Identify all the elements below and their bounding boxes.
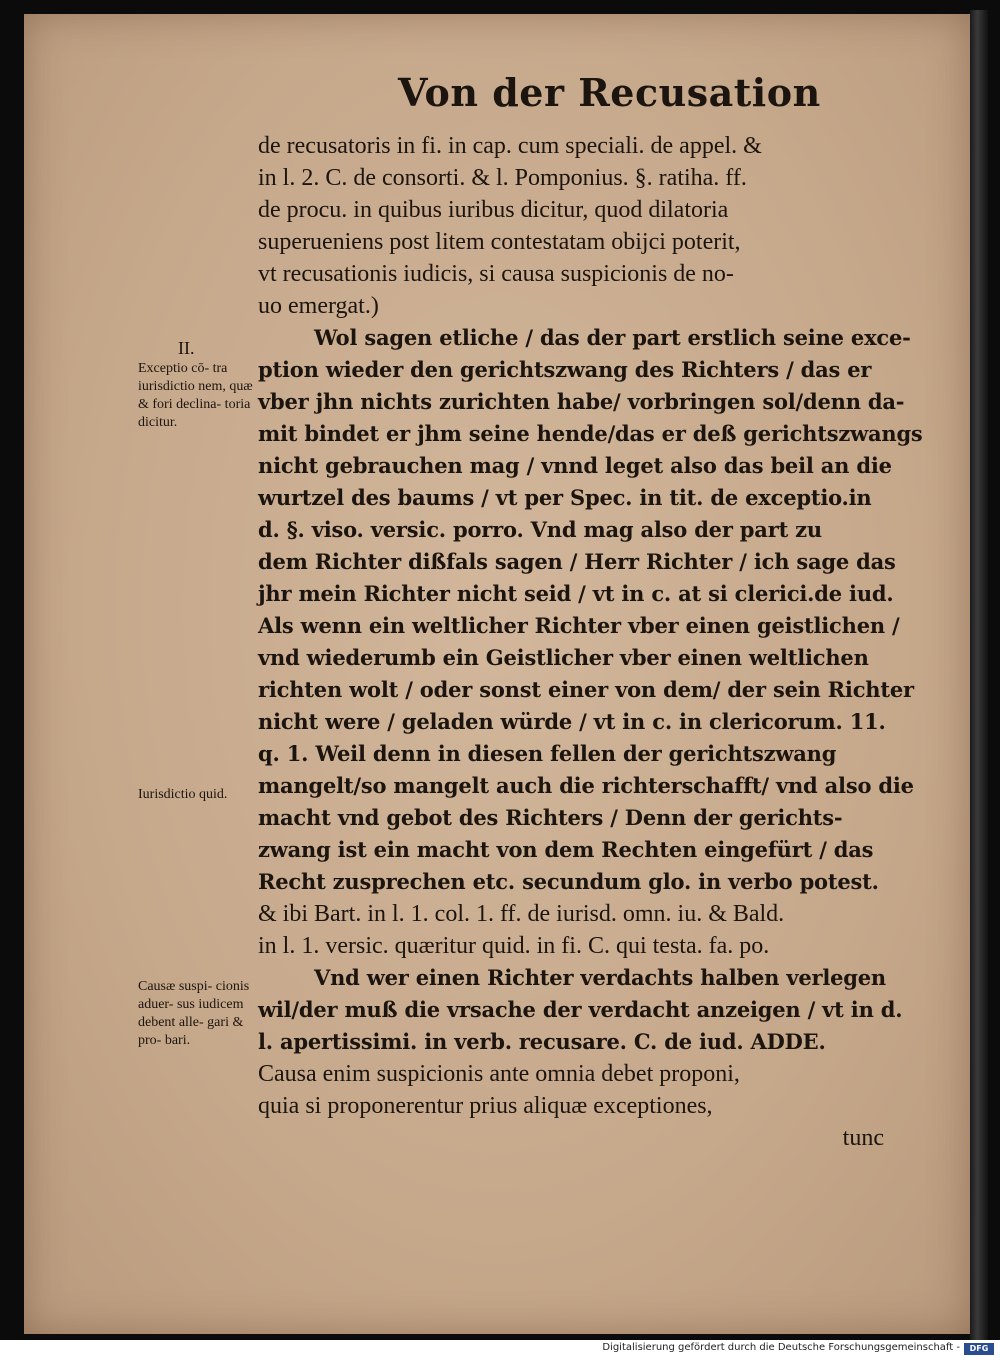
- text-line: vnd wiederumb ein Geistlicher vber einen weltlichen: [258, 645, 869, 670]
- book-edge: [970, 10, 988, 1340]
- text-line: q. 1. Weil denn in diesen fellen der gerichtszwang: [258, 741, 837, 766]
- catchword: tunc: [842, 1125, 884, 1151]
- text-line: de procu. in quibus iuribus dicitur, quod dilatoria: [258, 197, 729, 223]
- text-line: l. apertissimi. in verb. recusare. C. de iud. ADDE.: [258, 1029, 826, 1054]
- text-line: dem Richter dißfals sagen / Herr Richter / ich sage das: [258, 549, 896, 574]
- running-title: Von der Recusation: [398, 70, 821, 115]
- text-line: in l. 2. C. de consorti. & l. Pomponius. §. ratiha. ff.: [258, 165, 747, 191]
- text-line: superueniens post litem contestatam obijci poterit,: [258, 229, 741, 255]
- text-line: Als wenn ein weltlicher Richter vber einen geistlichen /: [258, 613, 900, 638]
- text-line: d. §. viso. versic. porro. Vnd mag also der part zu: [258, 517, 822, 542]
- text-line: mangelt/so mangelt auch die richterschafft/ vnd also die: [258, 773, 914, 798]
- text-line: ption wieder den gerichtszwang des Richters / das er: [258, 357, 872, 382]
- text-line: in l. 1. versic. quæritur quid. in fi. C. qui testa. fa. po.: [258, 933, 770, 959]
- text-line: vt recusationis iudicis, si causa suspicionis de no-: [258, 261, 734, 287]
- margin-note-causae: Causæ suspi- cionis aduer- sus iudicem debent alle- gari & pro- bari.: [138, 979, 250, 1048]
- body-text: [258, 130, 923, 1154]
- margin-section-number: II.: [178, 338, 195, 358]
- text-line: de recusatoris in fi. in cap. cum speciali. de appel. &: [258, 133, 762, 159]
- text-line: quia si proponerentur prius aliquæ exceptiones,: [258, 1093, 713, 1119]
- text-line: nicht gebrauchen mag / vnnd leget also das beil an die: [258, 453, 892, 478]
- margin-note-exceptio: Exceptio cō- tra iurisdictio nem, quæ & fori declina- toria dicitur.: [138, 361, 253, 430]
- footer-bar: [0, 1340, 1000, 1358]
- text-line: wurtzel des baums / vt per Spec. in tit. de exceptio.in: [258, 485, 872, 510]
- text-line: Causa enim suspicionis ante omnia debet proponi,: [258, 1061, 740, 1087]
- text-line: richten wolt / oder sonst einer von dem/ der sein Richter: [258, 677, 914, 702]
- text-line: & ibi Bart. in l. 1. col. 1. ff. de iurisd. omn. iu. & Bald.: [258, 901, 785, 927]
- text-line: vber jhn nichts zurichten habe/ vorbringen sol/denn da-: [258, 389, 905, 414]
- text-line: nicht were / geladen würde / vt in c. in clericorum. 11.: [258, 709, 886, 734]
- text-line: zwang ist ein macht von dem Rechten eingefürt / das: [258, 837, 874, 862]
- text-line: jhr mein Richter nicht seid / vt in c. at si clerici.de iud.: [258, 581, 894, 606]
- text-line: mit bindet er jhm seine hende/das er deß gerichtszwangs: [258, 421, 923, 446]
- text-line: Vnd wer einen Richter verdachts halben verlegen: [314, 965, 886, 990]
- text-line: macht vnd gebot des Richters / Denn der gerichts-: [258, 805, 843, 830]
- footer-credit: Digitalisierung gefördert durch die Deutsche Forschungsgemeinschaft -: [602, 1342, 960, 1353]
- text-line: wil/der muß die vrsache der verdacht anzeigen / vt in d.: [258, 997, 903, 1022]
- dfg-logo: DFG: [964, 1343, 994, 1355]
- text-line: Recht zusprechen etc. secundum glo. in verbo potest.: [258, 869, 879, 894]
- margin-note-iurisdictio: Iurisdictio quid.: [138, 787, 228, 802]
- text-line: uo emergat.): [258, 293, 379, 319]
- text-line: Wol sagen etliche / das der part erstlich seine exce-: [314, 325, 911, 350]
